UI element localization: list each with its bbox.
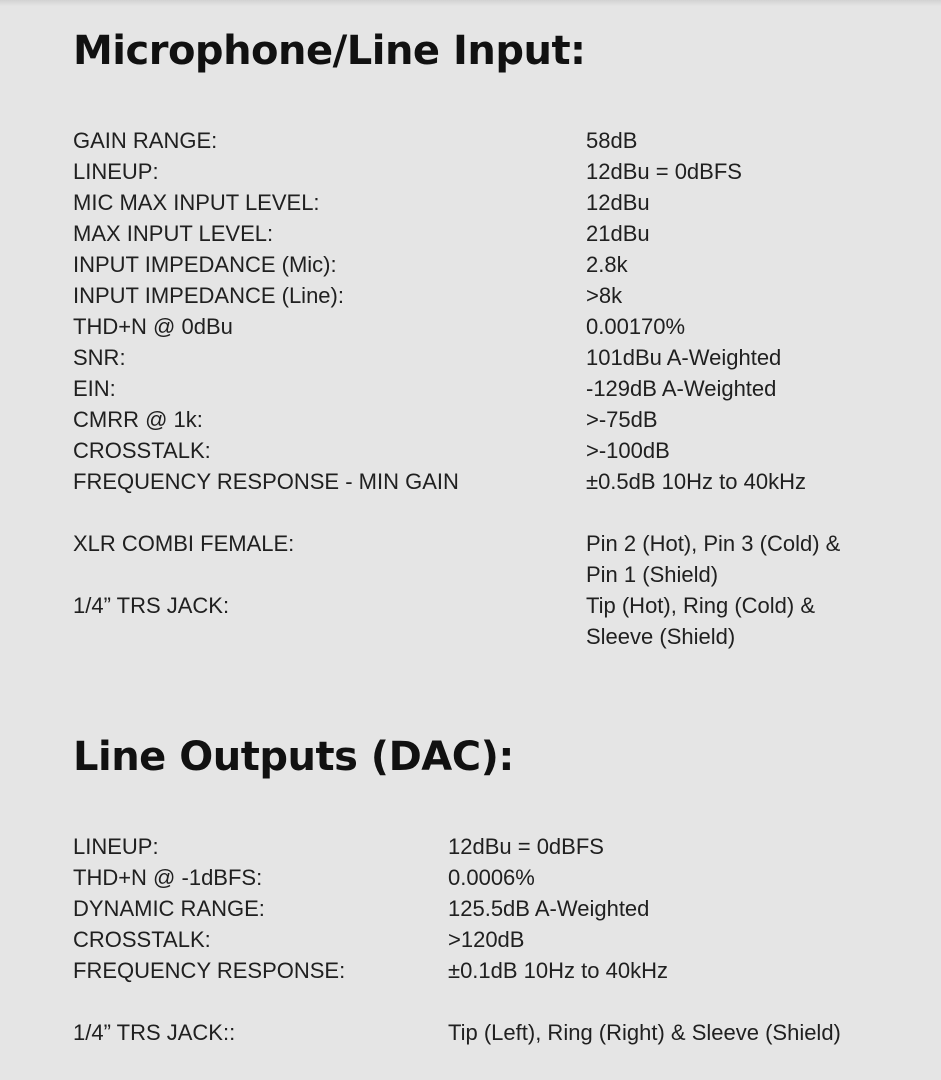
spec-row-thd-n bbox=[73, 862, 923, 893]
spec-label: FREQUENCY RESPONSE: bbox=[73, 958, 346, 983]
spec-row-snr bbox=[73, 342, 913, 373]
spec-value: Pin 2 (Hot), Pin 3 (Cold) & Pin 1 (Shield) bbox=[586, 531, 841, 587]
spec-row-frequency-response bbox=[73, 955, 923, 986]
spec-value: >8k bbox=[586, 283, 623, 308]
spec-label: CMRR @ 1k: bbox=[73, 407, 203, 432]
spec-value: 21dBu bbox=[586, 221, 650, 246]
top-edge-shadow bbox=[0, 0, 941, 6]
spec-value: 0.0006% bbox=[448, 865, 535, 890]
spec-row-ein bbox=[73, 373, 913, 404]
spec-label: 1/4” TRS JACK:: bbox=[73, 1020, 236, 1045]
spec-label: DYNAMIC RANGE: bbox=[73, 896, 265, 921]
spec-value: 12dBu bbox=[586, 190, 650, 215]
spec-value: Tip (Hot), Ring (Cold) & Sleeve (Shield) bbox=[586, 593, 816, 649]
spec-label: EIN: bbox=[73, 376, 116, 401]
spec-label: GAIN RANGE: bbox=[73, 128, 218, 153]
spec-row-lineup bbox=[73, 831, 923, 862]
line-outputs-spec-list bbox=[73, 831, 923, 1048]
spec-label: 1/4” TRS JACK: bbox=[73, 593, 230, 618]
spec-row-dynamic-range bbox=[73, 893, 923, 924]
spec-label: LINEUP: bbox=[73, 834, 159, 859]
spec-row-trs-jack bbox=[73, 1017, 923, 1048]
spec-label: CROSSTALK: bbox=[73, 927, 211, 952]
spec-label: CROSSTALK: bbox=[73, 438, 211, 463]
spec-row-mic-max-input-level bbox=[73, 187, 913, 218]
section-heading-line-outputs-dac: Line Outputs (DAC): bbox=[73, 734, 514, 780]
spec-row-max-input-level bbox=[73, 218, 913, 249]
spec-value: 0.00170% bbox=[586, 314, 686, 339]
spec-value: 12dBu = 0dBFS bbox=[448, 834, 604, 859]
section-heading-mic-line-input: Microphone/Line Input: bbox=[73, 28, 586, 74]
spec-value: 2.8k bbox=[586, 252, 628, 277]
spec-row-gain-range bbox=[73, 125, 913, 156]
spec-value: >120dB bbox=[448, 927, 525, 952]
spec-row-xlr-combi-female bbox=[73, 528, 913, 590]
spec-value: ±0.5dB 10Hz to 40kHz bbox=[586, 469, 806, 494]
spec-row-input-impedance-line bbox=[73, 280, 913, 311]
spec-value: 101dBu A-Weighted bbox=[586, 345, 782, 370]
spec-value: Tip (Left), Ring (Right) & Sleeve (Shield) bbox=[448, 1020, 841, 1045]
spec-value: >-100dB bbox=[586, 438, 670, 463]
spec-value: ±0.1dB 10Hz to 40kHz bbox=[448, 958, 668, 983]
mic-line-input-spec-list bbox=[73, 125, 913, 652]
spec-value: 125.5dB A-Weighted bbox=[448, 896, 650, 921]
spec-value: -129dB A-Weighted bbox=[586, 376, 777, 401]
spec-row-frequency-response bbox=[73, 466, 913, 497]
spec-value: 12dBu = 0dBFS bbox=[586, 159, 742, 184]
spec-label: MIC MAX INPUT LEVEL: bbox=[73, 190, 320, 215]
spec-label: INPUT IMPEDANCE (Mic): bbox=[73, 252, 337, 277]
spec-value: >-75dB bbox=[586, 407, 658, 432]
spec-row-crosstalk bbox=[73, 924, 923, 955]
spec-label: INPUT IMPEDANCE (Line): bbox=[73, 283, 344, 308]
spec-value: 58dB bbox=[586, 128, 638, 153]
spec-label: MAX INPUT LEVEL: bbox=[73, 221, 274, 246]
spec-row-input-impedance-mic bbox=[73, 249, 913, 280]
spec-row-crosstalk bbox=[73, 435, 913, 466]
spec-label: XLR COMBI FEMALE: bbox=[73, 531, 295, 556]
spec-label: THD+N @ -1dBFS: bbox=[73, 865, 263, 890]
spec-label: FREQUENCY RESPONSE - MIN GAIN bbox=[73, 469, 459, 494]
spec-row-cmrr bbox=[73, 404, 913, 435]
spec-label: THD+N @ 0dBu bbox=[73, 314, 233, 339]
spec-row-lineup bbox=[73, 156, 913, 187]
spec-row-thd-n bbox=[73, 311, 913, 342]
spec-label: SNR: bbox=[73, 345, 126, 370]
spec-label: LINEUP: bbox=[73, 159, 159, 184]
spec-row-trs-jack bbox=[73, 590, 913, 652]
